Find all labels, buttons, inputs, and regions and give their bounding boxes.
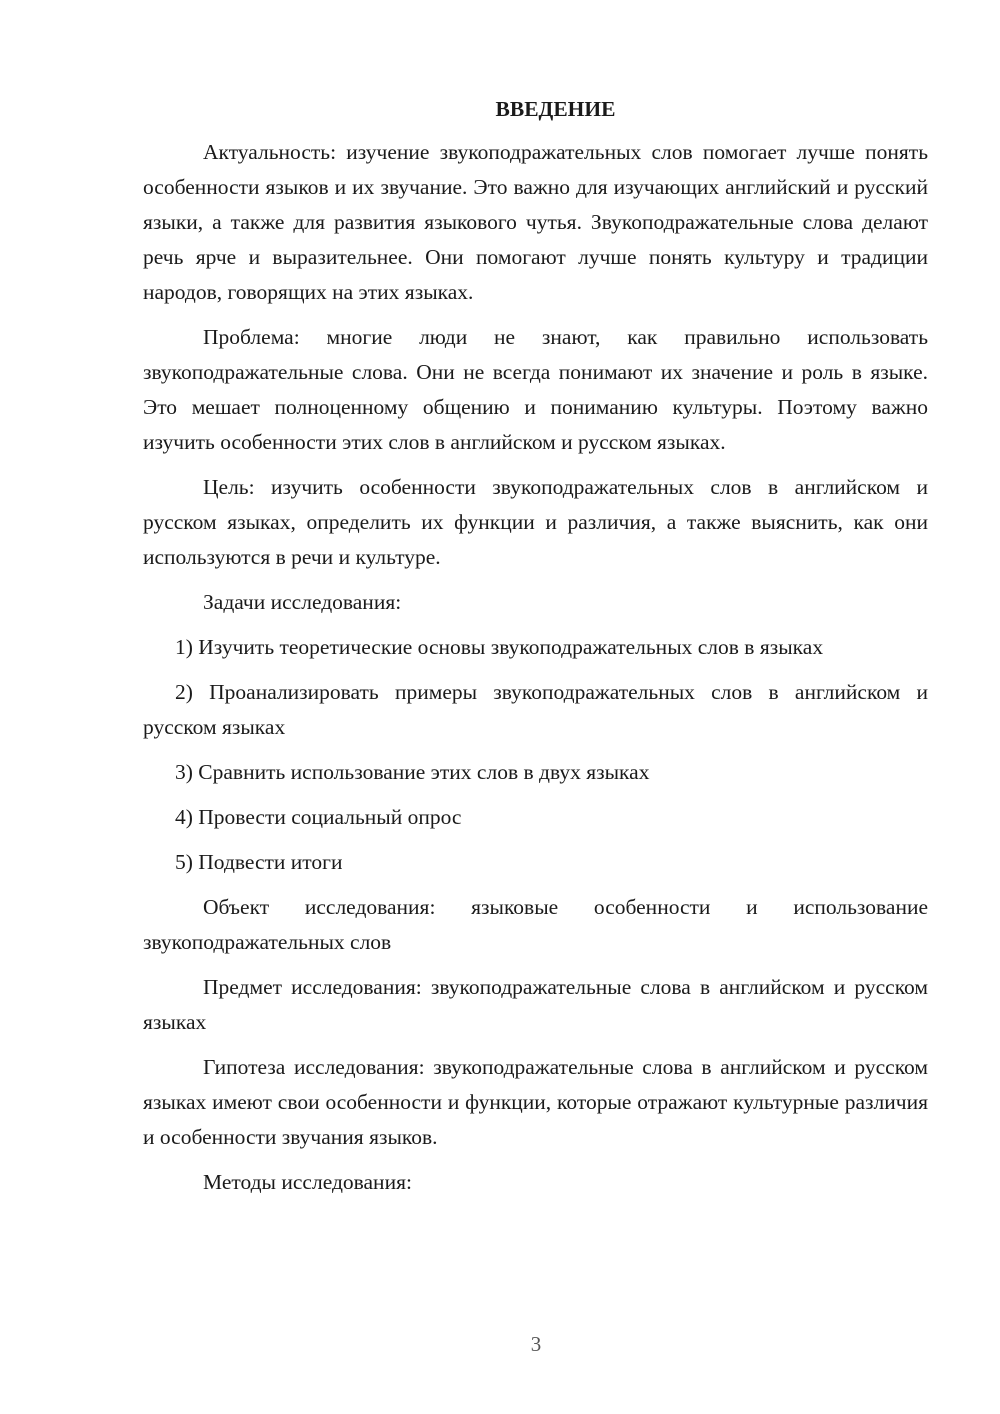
page-title: ВВЕДЕНИЕ: [495, 97, 616, 121]
task-item-1: 1) Изучить теоретические основы звукоподражательных слов в языках: [175, 635, 824, 659]
task-item-5: 5) Подвести итоги: [175, 850, 343, 874]
paragraph-subject: Предмет исследования: звукоподражательные слова в английском и русском языках: [143, 975, 928, 1034]
task-item-3: 3) Сравнить использование этих слов в двух языках: [175, 760, 650, 784]
methods-heading: Методы исследования:: [203, 1170, 412, 1194]
page-content: [143, 92, 928, 1210]
paragraph-relevance: Актуальность: изучение звукоподражательных слов помогает лучше понять особенности языков и их звучание. Это важно для изучающих английский и русский языки, а также для развития языкового чутья. Звукоподражательные слова делают речь ярче и выразительнее. Они помогают лучше понять культуру и традиции народов, говорящих на этих языках.: [143, 140, 928, 304]
paragraph-problem: Проблема: многие люди не знают, как правильно использовать звукоподражательные слова. Они не всегда понимают их значение и роль в языке. Это мешает полноценному общению и пониманию культуры. Поэтому важно изучить особенности этих слов в английском и русском языках.: [143, 325, 928, 454]
tasks-heading: Задачи исследования:: [203, 590, 402, 614]
page-number: 3: [530, 1332, 542, 1356]
paragraph-goal: Цель: изучить особенности звукоподражательных слов в английском и русском языках, определить их функции и различия, а также выяснить, как они используются в речи и культуре.: [143, 475, 928, 569]
task-item-2: 2) Проанализировать примеры звукоподражательных слов в английском и русском языках: [143, 680, 928, 739]
paragraph-object: Объект исследования: языковые особенности и использование звукоподражательных слов: [143, 895, 928, 954]
task-item-4: 4) Провести социальный опрос: [175, 805, 462, 829]
paragraph-hypothesis: Гипотеза исследования: звукоподражательные слова в английском и русском языках имеют свои особенности и функции, которые отражают культурные различия и особенности звучания языков.: [143, 1055, 928, 1149]
